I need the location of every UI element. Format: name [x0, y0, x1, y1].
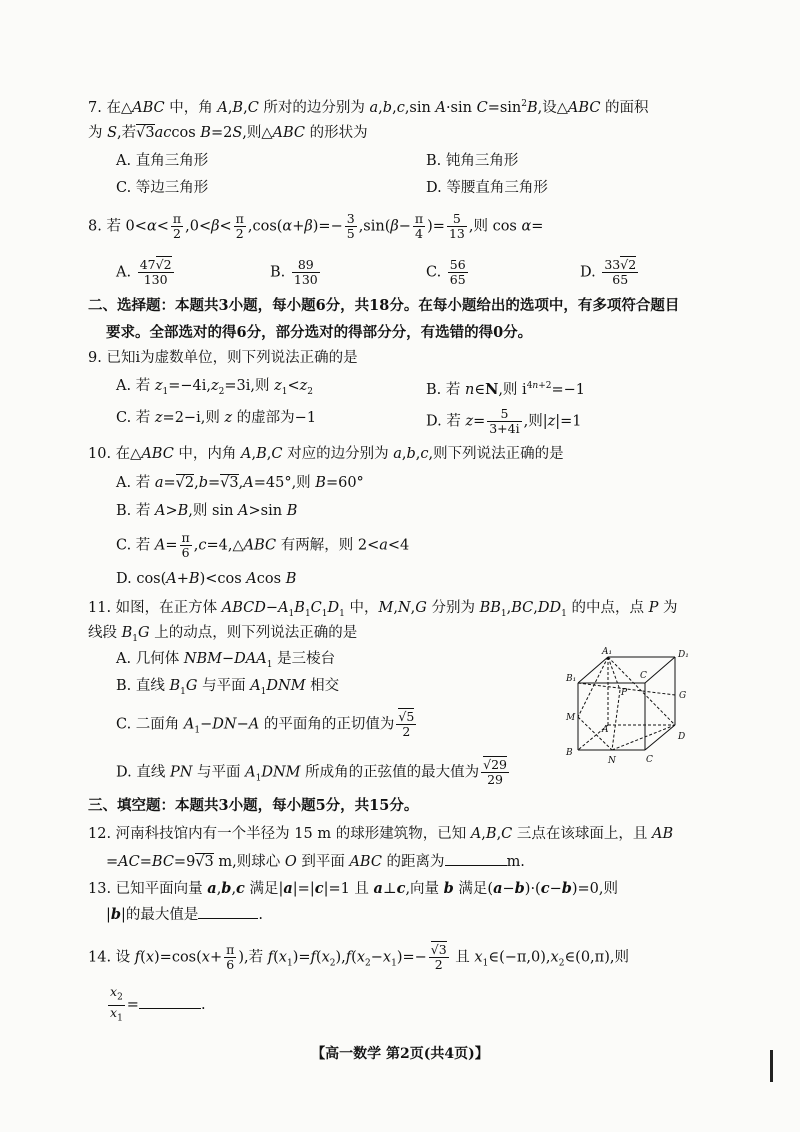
svg-text:D₁: D₁	[678, 650, 689, 660]
q13-stem-line1: 13. 已知平面向量 a,b,c 满足|a|=|c|=1 且 a⊥c,向量 b 满足(a−b)·(c−b)=0,则	[88, 880, 619, 897]
svg-text:C: C	[646, 755, 653, 765]
q7-option-c: C. 等边三角形	[116, 180, 209, 196]
q14-stem-line2: $\frac{x_2}{x_1}$ = .	[110, 984, 206, 1023]
q9-option-a: A. 若 $z_1=-4i,z_2=3i$,则 $z_1<z_2$	[116, 378, 313, 397]
q13-stem-line2: |b|的最大值是 .	[106, 906, 264, 923]
section2-heading-line1: 二、选择题：本题共3小题，每小题6分，共18分。在每小题给出的选项中，有多项符合题目	[88, 297, 680, 314]
page-footer: 【高一数学 第2页(共4页)】	[311, 1046, 489, 1062]
q8-option-c: C. $\frac{56}{65}$	[426, 257, 466, 287]
svg-text:M: M	[566, 713, 576, 723]
svg-text:P: P	[621, 688, 628, 698]
svg-text:D: D	[678, 732, 686, 742]
q11-stem-line2: 线段 $B_1G$ 上的动点，则下列说法正确的是	[88, 625, 358, 644]
q7-stem-line1: 7. 在△ABC 中，角 A,B,C 所对的边分别为 a,b,c,sin A·sin $C=\sin^2B$,设△ABC 的面积	[88, 99, 649, 116]
q11-option-d: D. 直线 PN 与平面 $A_1DNM$ 所成角的正弦值的最大值为 $\frac{√29}{29}$	[116, 757, 507, 787]
q7-stem-line2: 为 S,若√3accos B=2S,则△ABC 的形状为	[88, 125, 368, 141]
section2-heading-line2: 要求。全部选对的得6分，部分选对的得部分分，有选错的得0分。	[106, 324, 533, 341]
cube-figure	[560, 645, 700, 770]
svg-text:C: C	[640, 671, 647, 681]
q9-stem: 9. 已知i为虚数单位，则下列说法正确的是	[88, 350, 358, 366]
q14-answer-blank[interactable]	[139, 994, 201, 1009]
section3-heading: 三、填空题：本题共3小题，每小题5分，共15分。	[88, 797, 419, 814]
q12-answer-blank[interactable]	[445, 851, 507, 866]
svg-text:A: A	[602, 725, 609, 735]
q11-option-a: A. 几何体 $NBM-DAA_1$ 是三棱台	[116, 651, 336, 670]
q7-option-b: B. 钝角三角形	[426, 153, 519, 169]
q10-option-d: D. cos(A+B)<cos Acos B	[116, 571, 297, 587]
svg-text:A₁: A₁	[602, 647, 613, 657]
q9-option-d: D. 若 z= $\frac{5}{3+4i}$ ,则|z|=1	[426, 406, 582, 436]
svg-text:N: N	[608, 756, 616, 766]
svg-text:G: G	[679, 691, 687, 701]
scan-mark	[770, 1050, 773, 1082]
q9-option-b: B. 若 n∈N,则 $i^{4n+2}=-1$	[426, 380, 586, 398]
svg-text:B: B	[566, 748, 573, 758]
q12-stem-line1: 12. 河南科技馆内有一个半径为 15 m 的球形建筑物，已知 A,B,C 三点在该球面上，且 AB	[88, 826, 674, 842]
q8-option-b: B. $\frac{89}{130}$	[270, 257, 318, 287]
q10-stem: 10. 在△ABC 中，内角 A,B,C 对应的边分别为 a,b,c,则下列说法正确的是	[88, 446, 564, 462]
q7-option-a: A. 直角三角形	[116, 153, 209, 169]
q11-option-b: B. 直线 $B_1G$ 与平面 $A_1DNM$ 相交	[116, 678, 340, 697]
q8-option-a: A. $\frac{47√2}{130}$	[116, 257, 172, 287]
svg-text:B₁: B₁	[566, 674, 577, 684]
q14-stem-line1: 14. 设 f(x)=cos(x+ $\frac{\pi}{6}$ ),若 $f(x_1)=f(x_2),f(x_2-x_1)=-$ $\frac{√3}{2}$ 且 $x_1\in(-\pi,0),x_2\in(0,\pi)$,则	[88, 942, 629, 972]
q10-option-c: C. 若 A= $\frac{\pi}{6}$ ,c=4,△ABC 有两解，则 2<a<4	[116, 530, 410, 560]
q11-stem-line1: 11. 如图，在正方体 $ABCD-A_1B_1C_1D_1$ 中，M,N,G 分别为 $BB_1,BC,DD_1$ 的中点，点 P 为	[88, 600, 678, 619]
q10-option-b: B. 若 A>B,则 sin A>sin B	[116, 503, 298, 519]
q12-stem-line2: =AC=BC=9√3 m,则球心 O 到平面 ABC 的距离为 m.	[106, 851, 525, 873]
q11-option-c: C. 二面角 $A_1-DN-A$ 的平面角的正切值为 $\frac{√5}{2}$	[116, 709, 415, 739]
q9-option-c: C. 若 z=2−i,则 z 的虚部为−1	[116, 410, 317, 426]
q10-option-a: A. 若 a=√2,b=√3,A=45°,则 B=60°	[116, 475, 364, 491]
q8-option-d: D. $\frac{33√2}{65}$	[580, 257, 637, 287]
q8-stem: 8. 若 0<α< $\frac{\pi}{2}$ ,0<β< $\frac{\pi}{2}$ ,cos(α+β)=− $\frac{3}{5}$ ,sin(β− $\frac{\pi}{4}$ )= $\frac{5}{13}$ ,则 cos α=	[88, 211, 544, 241]
q13-answer-blank[interactable]	[198, 904, 258, 919]
q7-option-d: D. 等腰直角三角形	[426, 180, 548, 196]
